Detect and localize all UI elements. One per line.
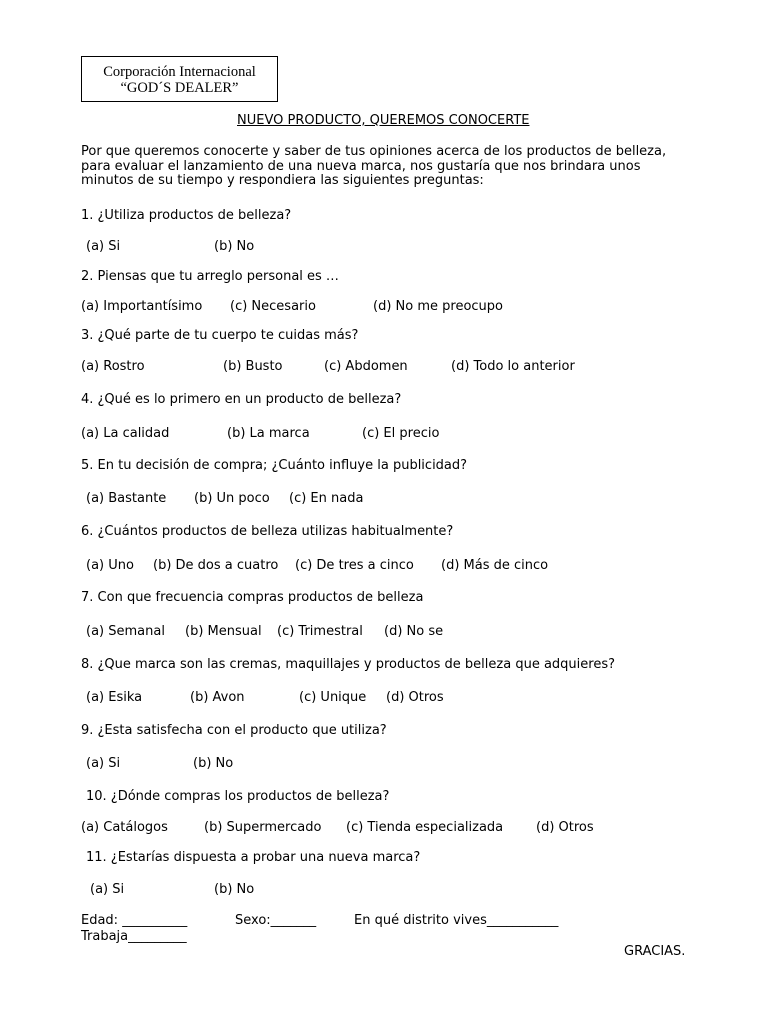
q11-option-b: (b) No: [214, 882, 255, 897]
q2-option-c: (c) Necesario: [230, 299, 316, 314]
q10-option-b: (b) Supermercado: [204, 820, 322, 835]
document-title: NUEVO PRODUCTO, QUEREMOS CONOCERTE: [237, 113, 530, 128]
question-1: 1. ¿Utiliza productos de belleza?: [81, 208, 292, 223]
job-field[interactable]: Trabaja_________: [81, 929, 187, 944]
intro-paragraph: [81, 145, 701, 189]
q7-option-d: (d) No se: [384, 624, 444, 639]
q5-option-a: (a) Bastante: [86, 491, 167, 506]
q3-option-c: (c) Abdomen: [324, 359, 408, 374]
organization-box: [81, 56, 278, 102]
q5-option-b: (b) Un poco: [194, 491, 270, 506]
q8-option-b: (b) Avon: [190, 690, 245, 705]
question-8: 8. ¿Que marca son las cremas, maquillajes y productos de belleza que adquieres?: [81, 657, 615, 672]
question-7: 7. Con que frecuencia compras productos de belleza: [81, 590, 424, 605]
q4-option-c: (c) El precio: [362, 426, 440, 441]
question-9: 9. ¿Esta satisfecha con el producto que utiliza?: [81, 723, 387, 738]
q10-option-d: (d) Otros: [536, 820, 594, 835]
q9-option-b: (b) No: [193, 756, 234, 771]
q1-option-a: (a) Si: [86, 239, 121, 254]
q3-option-a: (a) Rostro: [81, 359, 145, 374]
q5-option-c: (c) En nada: [289, 491, 364, 506]
thanks-text: GRACIAS.: [624, 944, 686, 959]
q6-option-a: (a) Uno: [86, 558, 134, 573]
intro-line: minutos de su tiempo y respondiera las siguientes preguntas:: [81, 173, 484, 188]
question-2: 2. Piensas que tu arreglo personal es …: [81, 269, 339, 284]
q2-option-a: (a) Importantísimo: [81, 299, 203, 314]
question-4: 4. ¿Qué es lo primero en un producto de belleza?: [81, 392, 402, 407]
intro-line: para evaluar el lanzamiento de una nueva marca, nos gustaría que nos brindara unos: [81, 158, 641, 174]
q7-option-c: (c) Trimestral: [277, 624, 363, 639]
q9-option-a: (a) Si: [86, 756, 121, 771]
q10-option-a: (a) Catálogos: [81, 820, 168, 835]
q10-option-c: (c) Tienda especializada: [346, 820, 504, 835]
q6-option-b: (b) De dos a cuatro: [153, 558, 279, 573]
q1-option-b: (b) No: [214, 239, 255, 254]
age-field[interactable]: Edad: __________: [81, 913, 188, 928]
intro-line: Por que queremos conocerte y saber de tus opiniones acerca de los productos de belleza,: [81, 144, 667, 159]
sex-field[interactable]: Sexo:_______: [235, 913, 317, 928]
q4-option-a: (a) La calidad: [81, 426, 170, 441]
question-5: 5. En tu decisión de compra; ¿Cuánto influye la publicidad?: [81, 458, 468, 473]
q3-option-b: (b) Busto: [223, 359, 283, 374]
organization-brand: “GOD´S DEALER”: [120, 80, 239, 96]
q8-option-a: (a) Esika: [86, 690, 143, 705]
question-6: 6. ¿Cuántos productos de belleza utilizas habitualmente?: [81, 524, 454, 539]
q2-option-d: (d) No me preocupo: [373, 299, 503, 314]
q7-option-b: (b) Mensual: [185, 624, 262, 639]
q4-option-b: (b) La marca: [227, 426, 310, 441]
q8-option-c: (c) Unique: [299, 690, 367, 705]
organization-name: Corporación Internacional: [103, 64, 256, 80]
q6-option-c: (c) De tres a cinco: [295, 558, 414, 573]
q3-option-d: (d) Todo lo anterior: [451, 359, 575, 374]
q6-option-d: (d) Más de cinco: [441, 558, 549, 573]
question-10: 10. ¿Dónde compras los productos de belleza?: [86, 789, 390, 804]
question-11: 11. ¿Estarías dispuesta a probar una nueva marca?: [86, 850, 421, 865]
q7-option-a: (a) Semanal: [86, 624, 165, 639]
q8-option-d: (d) Otros: [386, 690, 444, 705]
district-field[interactable]: En qué distrito vives___________: [354, 913, 559, 928]
question-3: 3. ¿Qué parte de tu cuerpo te cuidas más?: [81, 328, 359, 343]
q11-option-a: (a) Si: [90, 882, 125, 897]
